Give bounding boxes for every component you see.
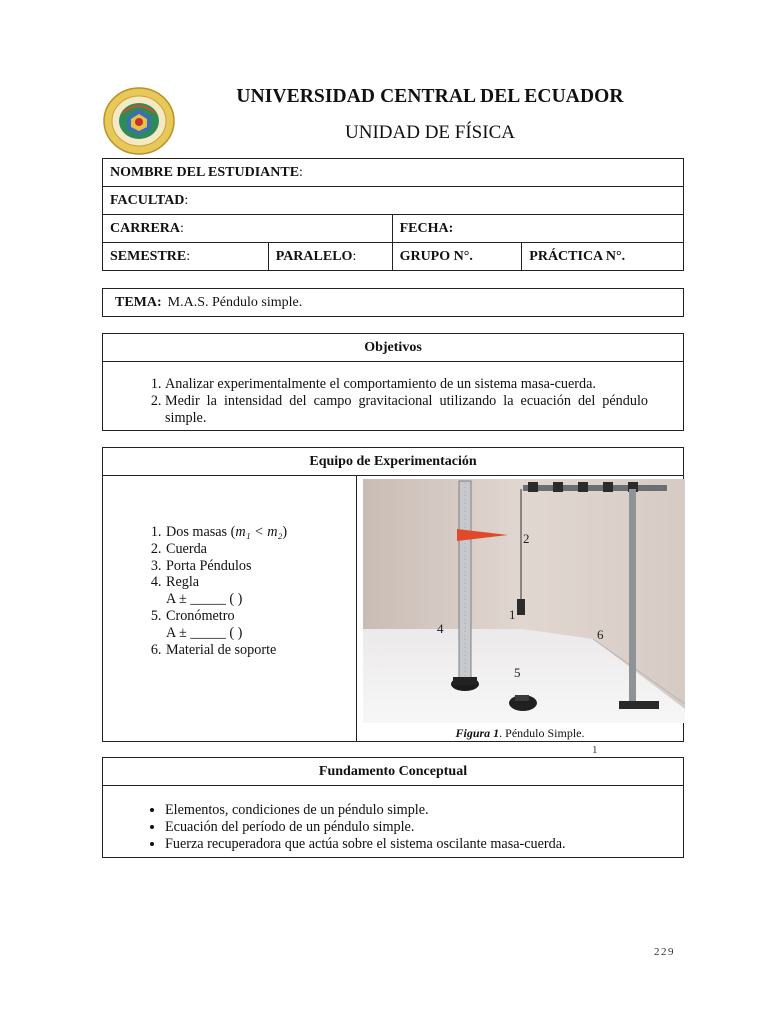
equipment-list [165, 524, 323, 658]
column-divider [356, 476, 357, 741]
list-item: • Fuerza recuperadora que actúa sobre el sistema oscilante masa-cuerda. [165, 836, 653, 853]
university-title: UNIVERSIDAD CENTRAL DEL ECUADOR [236, 86, 624, 107]
university-seal-logo [103, 87, 175, 155]
equipment-heading: Equipo de Experimentación [103, 448, 683, 476]
photo-label-4: 4 [437, 621, 444, 636]
list-item: 3. Porta Péndulos [165, 558, 323, 575]
student-name-field[interactable]: NOMBRE DEL ESTUDIANTE: [103, 159, 684, 187]
list-item: • Ecuación del período de un péndulo simple. [165, 819, 653, 836]
list-item: 6. Material de soporte [165, 642, 323, 659]
semester-field[interactable]: SEMESTRE: [103, 243, 269, 271]
margin-mark: 1 [592, 744, 598, 756]
objectives-list [165, 376, 648, 427]
list-item: 4. Regla A ± _____ ( ) [165, 574, 323, 608]
topic-label: TEMA: [115, 295, 162, 310]
topic-box [102, 288, 684, 317]
figure-label: Figura 1 [455, 726, 500, 740]
photo-label-2: 2 [523, 531, 530, 546]
topic-value: M.A.S. Péndulo simple. [167, 295, 303, 310]
pendulum-photo [363, 479, 685, 723]
faculty-field[interactable]: FACULTAD: [103, 187, 684, 215]
fundamentals-heading: Fundamento Conceptual [103, 758, 683, 786]
student-info-table [102, 158, 684, 271]
photo-label-1: 1 [509, 607, 516, 622]
objectives-section [102, 333, 684, 431]
list-item: 2. Medir la intensidad del campo gravitacional utilizando la ecuación del péndulo simple. [165, 393, 648, 427]
unit-title: UNIDAD DE FÍSICA [345, 122, 515, 143]
list-item: 1. Analizar experimentalmente el comportamiento de un sistema masa-cuerda. [165, 376, 648, 393]
fundamentals-list [165, 802, 653, 853]
career-field[interactable]: CARRERA: [103, 215, 393, 243]
practice-field[interactable]: PRÁCTICA N°. [522, 243, 684, 271]
photo-label-6: 6 [597, 627, 604, 642]
list-item: 2. Cuerda [165, 541, 323, 558]
parallel-field[interactable]: PARALELO: [268, 243, 392, 271]
group-field[interactable]: GRUPO N°. [392, 243, 522, 271]
page-number: 229 [654, 946, 675, 958]
fundamentals-section [102, 757, 684, 858]
list-item: 1. Dos masas (m₁ < m₂) [165, 524, 323, 541]
mass-formula: m₁ < m₂ [235, 524, 283, 540]
timer-precision: A ± _____ ( ) [166, 624, 243, 641]
figure-caption: Figura 1. Péndulo Simple. [455, 726, 585, 740]
equipment-section [102, 447, 684, 742]
date-field[interactable]: FECHA: [392, 215, 683, 243]
objectives-heading: Objetivos [103, 334, 683, 362]
list-item: • Elementos, condiciones de un péndulo simple. [165, 802, 653, 819]
photo-label-5: 5 [514, 665, 521, 680]
ruler-precision: A ± _____ ( ) [166, 591, 243, 608]
list-item: 5. Cronómetro A ± _____ ( ) [165, 608, 323, 642]
